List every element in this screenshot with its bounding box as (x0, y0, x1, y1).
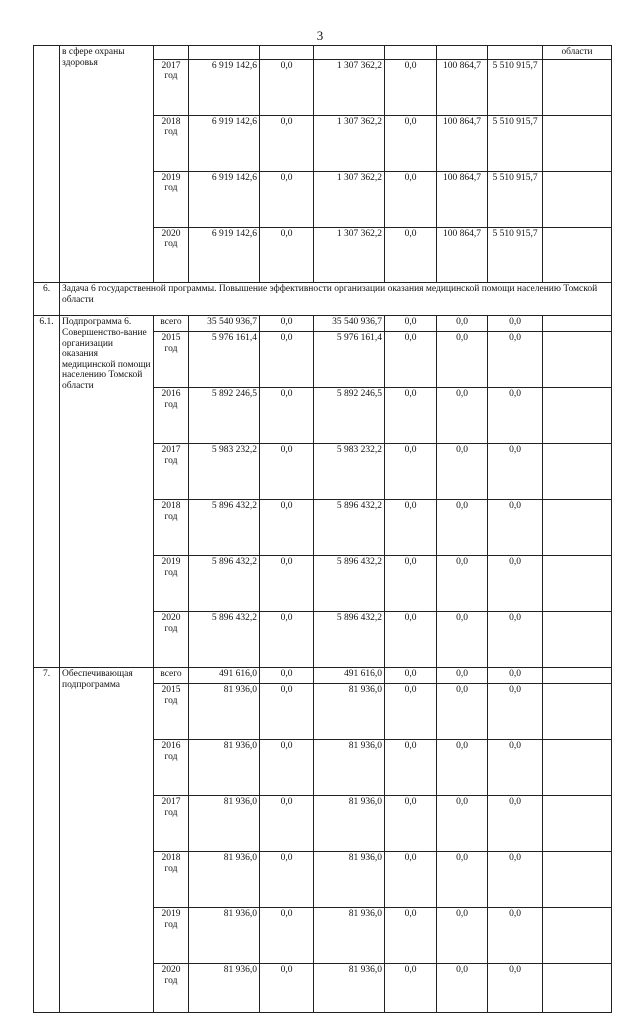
value-cell: 0,0 (488, 316, 543, 332)
empty-cell (543, 171, 612, 227)
value-cell: 0,0 (437, 908, 488, 964)
value-cell: 0,0 (437, 612, 488, 668)
value-cell: 0,0 (385, 388, 437, 444)
value-cell: 81 936,0 (314, 684, 385, 740)
value-cell: 5 510 915,7 (488, 171, 543, 227)
year-cell: 2020 год (154, 964, 189, 1013)
value-cell: 0,0 (437, 500, 488, 556)
value-cell: 81 936,0 (189, 684, 260, 740)
empty-cell (543, 444, 612, 500)
value-cell: 100 864,7 (437, 115, 488, 171)
year-cell: 2015 год (154, 684, 189, 740)
value-cell: 5 896 432,2 (189, 500, 260, 556)
value-cell: 0,0 (260, 668, 314, 684)
funding-table (33, 45, 612, 1013)
program-name-cell: Подпрограмма 6. Совершенство-вание организации оказания медицинской помощи населению Томской области (60, 316, 154, 668)
empty-cell (543, 332, 612, 388)
value-cell: 100 864,7 (437, 59, 488, 115)
value-cell: 81 936,0 (189, 852, 260, 908)
value-cell: 0,0 (385, 556, 437, 612)
value-cell: 0,0 (488, 684, 543, 740)
value-cell: 0,0 (260, 964, 314, 1013)
empty-cell (488, 46, 543, 60)
empty-cell (260, 46, 314, 60)
value-cell: 0,0 (385, 908, 437, 964)
page-number: 3 (316, 28, 324, 43)
value-cell: 5 983 232,2 (314, 444, 385, 500)
empty-cell (543, 964, 612, 1013)
value-cell: 81 936,0 (314, 740, 385, 796)
value-cell: 0,0 (260, 388, 314, 444)
empty-cell (543, 316, 612, 332)
year-cell: 2019 год (154, 908, 189, 964)
value-cell: 0,0 (385, 59, 437, 115)
value-cell: 5 896 432,2 (314, 612, 385, 668)
value-cell: 0,0 (260, 171, 314, 227)
value-cell: 6 919 142,6 (189, 171, 260, 227)
value-cell: 0,0 (385, 796, 437, 852)
empty-cell (314, 46, 385, 60)
value-cell: 0,0 (260, 316, 314, 332)
value-cell: 0,0 (385, 740, 437, 796)
year-cell: 2017 год (154, 59, 189, 115)
value-cell: 5 976 161,4 (314, 332, 385, 388)
value-cell: 5 896 432,2 (189, 556, 260, 612)
value-cell: 6 919 142,6 (189, 115, 260, 171)
value-cell: 81 936,0 (189, 796, 260, 852)
empty-cell (543, 668, 612, 684)
value-cell: 0,0 (488, 388, 543, 444)
table-row (34, 316, 612, 332)
value-cell: 0,0 (385, 171, 437, 227)
year-cell: 2019 год (154, 171, 189, 227)
value-cell: 0,0 (488, 908, 543, 964)
value-cell: 0,0 (385, 500, 437, 556)
task-text-cell: Задача 6 государственной программы. Повышение эффективности организации оказания медицинской помощи населению Томской области (60, 283, 612, 316)
task-row (34, 283, 612, 316)
value-cell: 35 540 936,7 (189, 316, 260, 332)
value-cell: 0,0 (437, 796, 488, 852)
empty-cell (543, 612, 612, 668)
row-number-cell (34, 46, 60, 283)
value-cell: 5 510 915,7 (488, 59, 543, 115)
value-cell: 1 307 362,2 (314, 59, 385, 115)
value-cell: 0,0 (437, 740, 488, 796)
value-cell: 0,0 (260, 115, 314, 171)
empty-cell (437, 46, 488, 60)
value-cell: 0,0 (437, 684, 488, 740)
year-cell: 2018 год (154, 500, 189, 556)
value-cell: 1 307 362,2 (314, 171, 385, 227)
value-cell: 0,0 (488, 332, 543, 388)
year-cell: 2015 год (154, 332, 189, 388)
value-cell: 0,0 (260, 556, 314, 612)
value-cell: 0,0 (488, 740, 543, 796)
row-number-cell: 6. (34, 283, 60, 316)
empty-cell (543, 740, 612, 796)
value-cell: 0,0 (437, 444, 488, 500)
value-cell: 81 936,0 (189, 740, 260, 796)
value-cell: 491 616,0 (189, 668, 260, 684)
value-cell: 81 936,0 (314, 908, 385, 964)
value-cell: 0,0 (488, 556, 543, 612)
value-cell: 0,0 (437, 668, 488, 684)
empty-cell (543, 852, 612, 908)
year-cell: 2019 год (154, 556, 189, 612)
value-cell: 0,0 (260, 684, 314, 740)
value-cell: 0,0 (260, 908, 314, 964)
value-cell: 0,0 (385, 332, 437, 388)
empty-cell (543, 556, 612, 612)
value-cell: 0,0 (260, 852, 314, 908)
row-number-cell: 6.1. (34, 316, 60, 668)
value-cell: 5 892 246,5 (314, 388, 385, 444)
value-cell: 0,0 (488, 444, 543, 500)
year-cell: 2020 год (154, 227, 189, 283)
value-cell: 1 307 362,2 (314, 115, 385, 171)
table-row (34, 46, 612, 60)
value-cell: 0,0 (488, 796, 543, 852)
value-cell: 0,0 (488, 612, 543, 668)
value-cell: 0,0 (488, 668, 543, 684)
value-cell: 0,0 (385, 964, 437, 1013)
empty-cell (543, 796, 612, 852)
value-cell: 5 896 432,2 (189, 612, 260, 668)
value-cell: 81 936,0 (314, 964, 385, 1013)
empty-cell (189, 46, 260, 60)
value-cell: 81 936,0 (314, 796, 385, 852)
value-cell: 0,0 (385, 316, 437, 332)
value-cell: 81 936,0 (189, 908, 260, 964)
value-cell: 0,0 (437, 316, 488, 332)
year-cell: 2016 год (154, 740, 189, 796)
value-cell: 0,0 (260, 332, 314, 388)
value-cell: 0,0 (260, 500, 314, 556)
year-cell: 2017 год (154, 444, 189, 500)
year-cell: 2017 год (154, 796, 189, 852)
value-cell: 0,0 (437, 964, 488, 1013)
department-cell: области (543, 46, 612, 60)
value-cell: 6 919 142,6 (189, 227, 260, 283)
value-cell: 0,0 (385, 444, 437, 500)
year-cell: 2018 год (154, 852, 189, 908)
empty-cell (154, 46, 189, 60)
value-cell: 5 983 232,2 (189, 444, 260, 500)
value-cell: 1 307 362,2 (314, 227, 385, 283)
value-cell: 0,0 (385, 612, 437, 668)
year-cell: всего (154, 668, 189, 684)
value-cell: 0,0 (260, 740, 314, 796)
value-cell: 5 510 915,7 (488, 227, 543, 283)
value-cell: 0,0 (260, 796, 314, 852)
empty-cell (543, 115, 612, 171)
value-cell: 0,0 (385, 115, 437, 171)
value-cell: 0,0 (260, 227, 314, 283)
value-cell: 0,0 (437, 556, 488, 612)
table-row (34, 668, 612, 684)
value-cell: 0,0 (437, 332, 488, 388)
value-cell: 0,0 (260, 612, 314, 668)
value-cell: 5 510 915,7 (488, 115, 543, 171)
value-cell: 0,0 (437, 388, 488, 444)
program-name-cell: Обеспечивающая подпрограмма (60, 668, 154, 1013)
value-cell: 0,0 (385, 852, 437, 908)
value-cell: 0,0 (385, 227, 437, 283)
value-cell: 0,0 (385, 684, 437, 740)
value-cell: 0,0 (488, 852, 543, 908)
row-number-cell: 7. (34, 668, 60, 1013)
value-cell: 0,0 (385, 668, 437, 684)
year-cell: всего (154, 316, 189, 332)
empty-cell (543, 227, 612, 283)
value-cell: 81 936,0 (189, 964, 260, 1013)
empty-cell (543, 684, 612, 740)
value-cell: 5 892 246,5 (189, 388, 260, 444)
value-cell: 0,0 (260, 444, 314, 500)
value-cell: 81 936,0 (314, 852, 385, 908)
value-cell: 35 540 936,7 (314, 316, 385, 332)
year-cell: 2020 год (154, 612, 189, 668)
value-cell: 0,0 (260, 59, 314, 115)
year-cell: 2016 год (154, 388, 189, 444)
value-cell: 0,0 (488, 500, 543, 556)
empty-cell (543, 908, 612, 964)
empty-cell (543, 59, 612, 115)
value-cell: 0,0 (488, 964, 543, 1013)
program-name-cell: в сфере охраны здоровья (60, 46, 154, 283)
year-cell: 2018 год (154, 115, 189, 171)
value-cell: 5 896 432,2 (314, 556, 385, 612)
value-cell: 100 864,7 (437, 171, 488, 227)
value-cell: 100 864,7 (437, 227, 488, 283)
empty-cell (385, 46, 437, 60)
empty-cell (543, 388, 612, 444)
value-cell: 491 616,0 (314, 668, 385, 684)
empty-cell (543, 500, 612, 556)
value-cell: 5 976 161,4 (189, 332, 260, 388)
value-cell: 6 919 142,6 (189, 59, 260, 115)
value-cell: 0,0 (437, 852, 488, 908)
value-cell: 5 896 432,2 (314, 500, 385, 556)
